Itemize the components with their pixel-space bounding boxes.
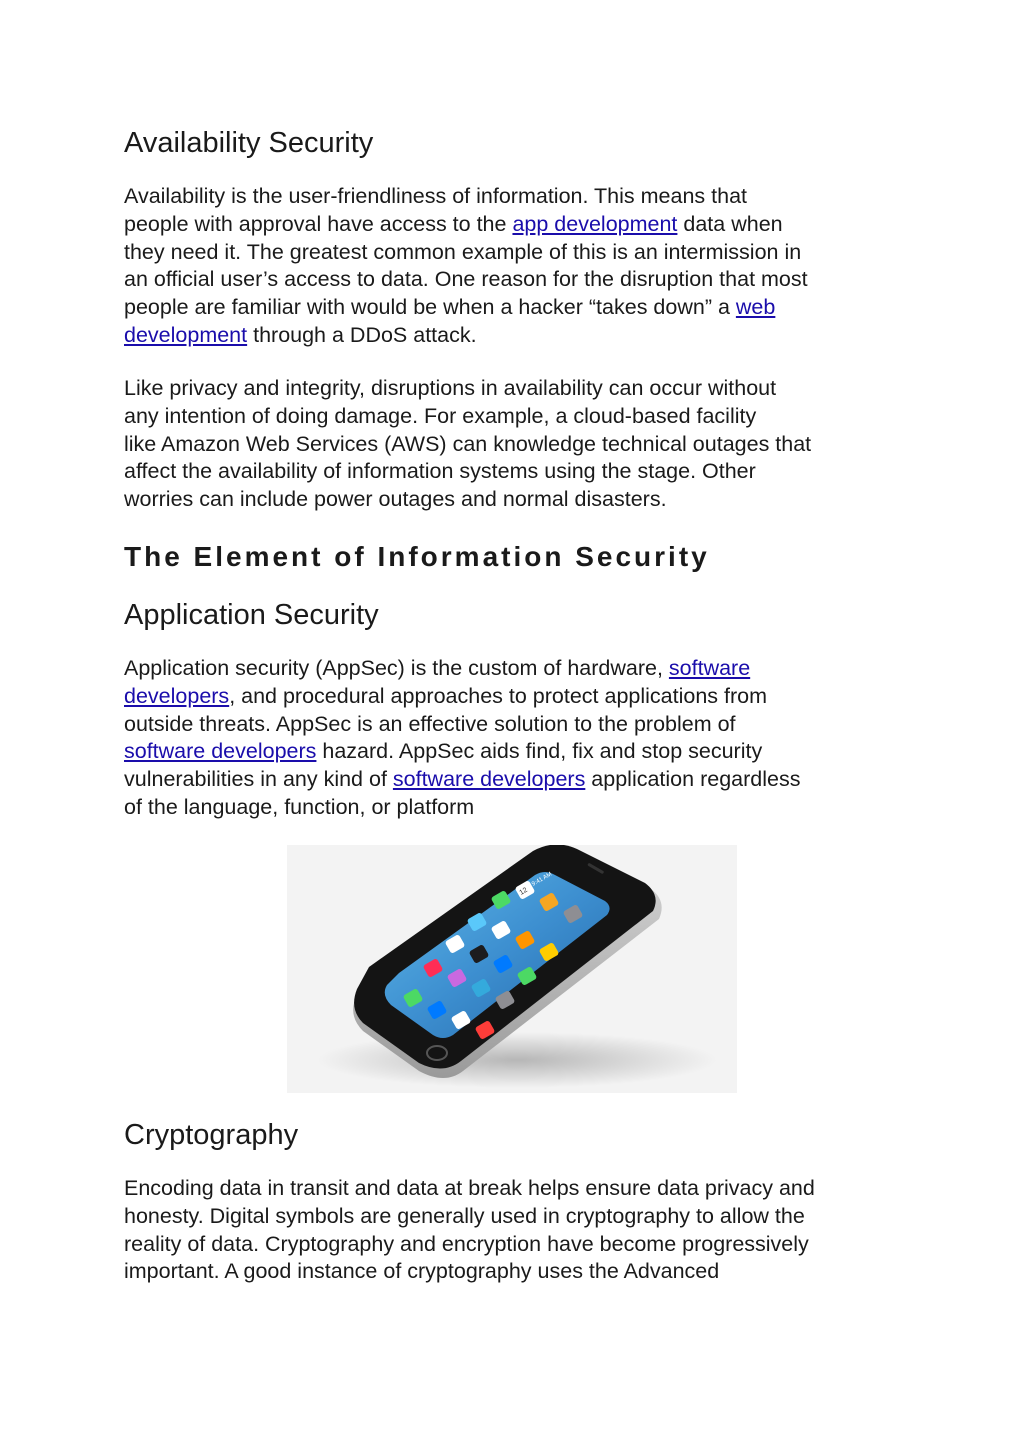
text-line: like Amazon Web Services (AWS) can knowledge technical outages that bbox=[124, 431, 812, 456]
text-line: developers, and procedural approaches to protect applications from bbox=[124, 683, 768, 708]
text-line: Application security (AppSec) is the custom of hardware, software bbox=[124, 656, 751, 680]
cryptography-paragraph bbox=[124, 1175, 914, 1286]
element-of-information-security-heading: The Element of Information Security bbox=[124, 541, 710, 572]
calendar-day-label: 12 bbox=[518, 886, 529, 897]
text-line: vulnerabilities in any kind of software developers application regardless bbox=[124, 767, 801, 792]
text-line: people with approval have access to the app development data when bbox=[124, 211, 783, 236]
availability-security-heading: Availability Security bbox=[124, 127, 374, 159]
text-line: Encoding data in transit and data at break helps ensure data privacy and bbox=[124, 1176, 815, 1200]
app-development-link[interactable]: app development bbox=[512, 211, 678, 236]
text-line: software developers hazard. AppSec aids find, fix and stop security bbox=[124, 739, 763, 764]
text-line: Like privacy and integrity, disruptions in availability can occur without bbox=[124, 376, 777, 400]
application-security-heading: Application Security bbox=[124, 599, 379, 631]
smartphone-illustration bbox=[287, 845, 737, 1093]
text-line: of the language, function, or platform bbox=[124, 794, 475, 819]
text-line: an official user’s access to data. One reason for the disruption that most bbox=[124, 267, 808, 292]
smartphone-image bbox=[287, 845, 737, 1093]
text-line: worries can include power outages and normal disasters. bbox=[124, 487, 667, 512]
software-developers-link-1[interactable]: software bbox=[668, 656, 751, 680]
text-line: any intention of doing damage. For example, a cloud-based facility bbox=[124, 403, 757, 428]
software-developers-link-3[interactable]: software developers bbox=[392, 767, 586, 792]
text-line: Availability is the user-friendliness of information. This means that bbox=[124, 184, 747, 208]
availability-paragraph-1 bbox=[124, 183, 914, 350]
text-line: outside threats. AppSec is an effective solution to the problem of bbox=[124, 711, 736, 736]
status-time-label: 9:41 AM bbox=[531, 871, 554, 888]
cryptography-heading: Cryptography bbox=[124, 1119, 299, 1151]
text-line: honesty. Digital symbols are generally used in cryptography to allow the bbox=[124, 1203, 805, 1228]
text-line: they need it. The greatest common example of this is an intermission in bbox=[124, 239, 802, 264]
software-developers-link-2[interactable]: software developers bbox=[124, 739, 317, 764]
availability-paragraph-2 bbox=[124, 375, 914, 514]
text-line: development through a DDoS attack. bbox=[124, 322, 477, 347]
text-line: important. A good instance of cryptography uses the Advanced bbox=[124, 1259, 720, 1284]
text-line: people are familiar with would be when a hacker “takes down” a web bbox=[124, 295, 776, 320]
application-security-paragraph bbox=[124, 655, 914, 822]
text-line: affect the availability of information systems using the stage. Other bbox=[124, 459, 756, 484]
web-development-link[interactable]: web bbox=[735, 295, 776, 320]
software-developers-link-1-continued[interactable]: developers bbox=[124, 683, 230, 708]
text-line: reality of data. Cryptography and encryption have become progressively bbox=[124, 1231, 809, 1256]
web-development-link-continued[interactable]: development bbox=[124, 322, 248, 347]
